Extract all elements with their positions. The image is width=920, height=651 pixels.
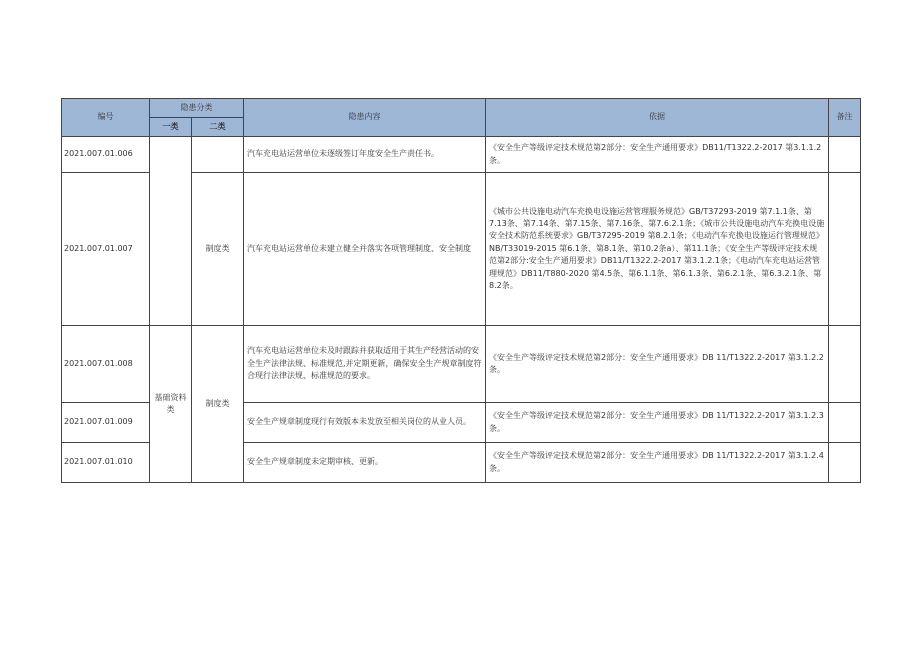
level2-cell-group: 制度类 [192, 326, 244, 483]
row-remark [829, 137, 861, 173]
row-basis: 《安全生产等级评定技术规范第2部分：安全生产通用要求》DB11/T1322.2-2017 第3.1.1.2条。 [486, 137, 829, 173]
level1-cell-group: 基础资料类 [150, 326, 192, 483]
header-level2: 二类 [192, 118, 244, 137]
header-content: 隐患内容 [244, 99, 486, 137]
row-code: 2021.007.01.006 [62, 137, 150, 173]
row-code: 2021.007.01.007 [62, 173, 150, 326]
row-basis: 《安全生产等级评定技术规范第2部分：安全生产通用要求》DB 11/T1322.2-2017 第3.1.2.2条。 [486, 326, 829, 403]
table-row [62, 326, 861, 403]
row-remark [829, 173, 861, 326]
header-remark: 备注 [829, 99, 861, 137]
row-level2: 制度类 [192, 173, 244, 326]
row-content: 汽车充电站运营单位未建立健全并落实各项管理制度、安全制度 [244, 173, 486, 326]
row-content: 安全生产规章制度未定期审核、更新。 [244, 443, 486, 483]
header-code: 编号 [62, 99, 150, 137]
row-basis: 《安全生产等级评定技术规范第2部分：安全生产通用要求》DB 11/T1322.2-2017 第3.1.2.4条。 [486, 443, 829, 483]
hazard-table [61, 98, 861, 483]
row-basis: 《安全生产等级评定技术规范第2部分：安全生产通用要求》DB 11/T1322.2-2017 第3.1.2.3条。 [486, 403, 829, 443]
row-content: 汽车充电站运营单位未逐级签订年度安全生产责任书。 [244, 137, 486, 173]
row-remark [829, 326, 861, 403]
header-category: 隐患分类 [150, 99, 244, 118]
row-code: 2021.007.01.008 [62, 326, 150, 403]
header-row-1 [62, 99, 861, 118]
row-basis: 《城市公共设施电动汽车充换电设施运营管理服务规范》GB/T37293-2019 第7.1.1条、第7.13条、第7.14条、第7.15条、第7.16条、第7.6.2.1条；《城市公共设施电动汽车充换电设施安全技术防范系统要求》GB/T37295-2019 第8.2.1条；《电动汽车充换电设施运行管理规范》NB/T33019-2015 第6.1条、第8.1条、第10.2条a）、第11.1条；《安全生产等级评定技术规范第2部分:安全生产通用要求》DB11/T1322.2-2017 第3.1.2.1条；《电动汽车充电站运营管理规范》DB11/T880-2020 第4.5条、第6.1.1条、第6.1.3条、第6.2.1条、第6.3.2.1条、第8.2条。 [486, 173, 829, 326]
header-level1: 一类 [150, 118, 192, 137]
row-remark [829, 403, 861, 443]
row-code: 2021.007.01.010 [62, 443, 150, 483]
row-remark [829, 443, 861, 483]
row-content: 汽车充电站运营单位未及时跟踪并获取适用于其生产经营活动的安全生产法律法规、标准规范,并定期更新，确保安全生产规章制度符合现行法律法规、标准规范的要求。 [244, 326, 486, 403]
header-basis: 依据 [486, 99, 829, 137]
row-code: 2021.007.01.009 [62, 403, 150, 443]
table-row [62, 137, 861, 173]
row-content: 安全生产规章制度现行有效版本未发放至相关岗位的从业人员。 [244, 403, 486, 443]
level1-cell-a [150, 137, 192, 326]
row-level2 [192, 137, 244, 173]
